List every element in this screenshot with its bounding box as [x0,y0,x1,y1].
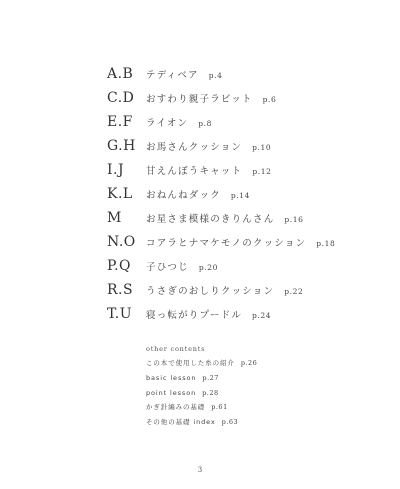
other-contents-item-title: かぎ針編みの基礎 [146,403,206,412]
toc-entry-code: M [107,210,122,226]
toc-entry-title-text: うさぎのおしりクッション [146,286,275,297]
toc-entry-title-text: テディベア [146,70,199,81]
toc-entry[interactable] [0,302,400,326]
toc-entry-title-text: 甘えんぼうキャット [146,166,243,177]
other-contents-item-page: p.26 [240,359,258,367]
toc-entry-title-text: お馬さんクッション [146,142,243,153]
toc-entry-title [146,307,271,321]
toc-entry[interactable] [0,182,400,206]
toc-entry-code: C.D [107,90,135,106]
other-contents-item-title: その他の基礎 index [146,418,216,427]
toc-entry-code: K.L [107,186,133,202]
toc-entry-title [146,91,276,105]
toc-entry-title [146,235,335,249]
toc-entry-title-text: おねんねダック [146,190,221,201]
toc-entry[interactable] [0,134,400,158]
toc-entry[interactable] [0,110,400,134]
toc-entry-code: I.J [107,162,125,178]
other-contents-heading: other contents [146,345,206,353]
toc-entry[interactable] [0,86,400,110]
toc-entry-code: T.U [107,306,133,322]
other-contents-item[interactable] [146,371,376,386]
toc-entry-page: p.24 [252,311,272,320]
toc-entry-code: E.F [107,114,133,130]
toc-entry-code: A.B [107,66,134,82]
toc-entry[interactable] [0,254,400,278]
toc-entry-page: p.20 [198,263,218,272]
page-number: 3 [197,466,203,474]
toc-entry[interactable] [0,206,400,230]
toc-entry-page: p.8 [198,119,212,128]
toc-entry-title [146,187,250,201]
toc-entry-code: R.S [107,282,134,298]
toc-entry-title [146,139,271,153]
toc-entry-title-text: ライオン [146,118,189,129]
toc-entry[interactable] [0,278,400,302]
other-contents-item-title: basic lesson [146,373,197,382]
toc-entry-title [146,211,304,225]
other-contents-item[interactable] [146,356,376,371]
toc-entry-page: p.18 [316,239,336,248]
toc-entry-title [146,115,212,129]
toc-entry-page: p.10 [252,143,272,152]
toc-entry-title [146,67,223,81]
other-contents-item[interactable] [146,400,376,415]
toc-entry-page: p.6 [262,95,277,104]
other-contents-section [146,342,376,430]
toc-entry-title-text: 子ひつじ [146,262,189,273]
other-contents-item-page: p.28 [202,388,219,397]
toc-entry-code: P.Q [107,258,132,274]
toc-entry-title-text: お星さま模様のきりんさん [146,214,275,225]
other-contents-item-page: p.61 [211,403,228,412]
toc-entry-page: p.12 [252,167,272,176]
other-contents-item[interactable] [146,386,376,401]
toc-entry-code: N.O [107,234,136,250]
toc-entry-title-text: 寝っ転がりプードル [146,310,243,321]
toc-entry[interactable] [0,62,400,86]
toc-entry-title-text: コアラとナマケモノのクッション [146,238,307,249]
toc-entry-title [146,163,271,177]
toc-entry-page: p.4 [208,71,223,80]
toc-entry-title [146,259,218,273]
toc-entry-page: p.16 [284,215,304,224]
toc-entry-page: p.22 [284,287,304,296]
other-contents-item-page: p.27 [202,373,219,382]
toc-entry[interactable] [0,158,400,182]
toc-entry-code: G.H [107,138,136,154]
toc-entry-page: p.14 [230,191,251,200]
other-contents-item-title: point lesson [146,388,197,397]
other-contents-item-title: この本で使用した糸の紹介 [146,359,235,367]
other-contents-item-page: p.63 [221,418,239,427]
toc-entry[interactable] [0,230,400,254]
other-contents-item[interactable] [146,415,376,430]
toc-entry-title-text: おすわり親子ラビット [146,94,253,105]
toc-entry-title [146,283,303,297]
